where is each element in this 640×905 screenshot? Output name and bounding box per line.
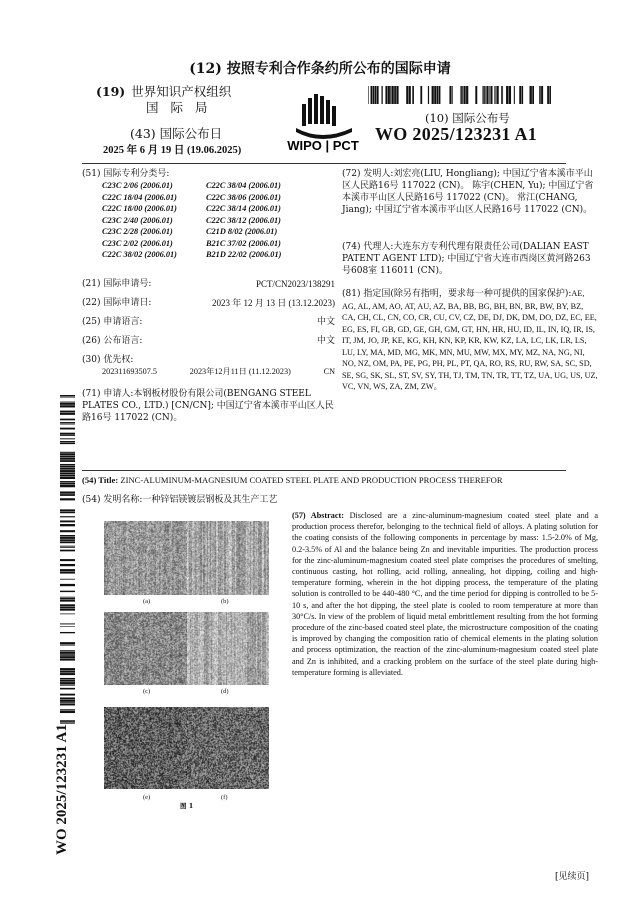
barcode-top xyxy=(368,86,554,104)
micrograph-e xyxy=(104,707,187,789)
ipc-label: (51) 国际专利分类号: xyxy=(82,169,170,179)
priority-number: 202311693507.5 xyxy=(102,367,157,376)
divider xyxy=(82,470,566,471)
abstract-text: Disclosed are a zinc-aluminum-magnesium coated steel plate and a production process therefor, belonging to the technical field of alloys. A plating solution for the coating consists of the following components in percentage by mass: 1.5-2.0% of Mg, 0.2-3.5% of Al and the balance being Zn and inevitable impurities. The production process for the zinc-aluminum-magnesium coated steel plate comprises the procedures of smelting, continuous casting, hot rolling, acid rolling, annealing, hot dipping, coiling and high-temperature forming, wherein in the hot dipping process, the temperature of the plating solution is controlled to be 440-480 °C, and the time period for dipping is controlled to be 5-10 s, and after the hot dipping, the steel plate is cooled to room temperature at more than 30°C/s. In view of the problem of liquid metal embrittlement resulting from the hot forming procedure of the zinc-based coated steel plate, the microstructure composition of the coating is improved by changing the composition ratio of chemical elements in the plating solution and process optimization, the reaction of the zinc-aluminum-magnesium coated steel plate and Zn is inhibited, and a cracking problem on the surface of the steel plate during high-temperature forming is alleviated. xyxy=(292,511,598,677)
divider xyxy=(82,163,566,164)
states-list: AE, AG, AL, AM, AO, AT, AU, AZ, BA, BB, BG, BH, BN, BR, BW, BY, BZ, CA, CH, CL, CN, CO, CR, CU, CV, CZ, DE, DJ, DK, DM, DO, DZ, EC, EE, EG, ES, FI, GB, GD, GE, GH, GM, GT, HN, HR, HU, ID, IL, IN, IQ, IR, IS, IT, JM, JO, JP, KE, KG, KH, KN, KP, KR, KW, KZ, LA, LC, LK, LR, LS, LU, LY, MA, MD, MG, MK, MN, MU, MW, MX, MY, MZ, NA, NG, NI, NO, NZ, OM, PA, PE, PG, PH, PL, PT, QA, RO, RS, RU, RW, SA, SC, SD, SE, SG, SK, SL, ST, SV, SY, TH, TJ, TM, TN, TR, TT, TZ, UA, UG, US, UZ, VC, VN, WS, ZA, ZM, ZW。 xyxy=(342,289,598,391)
office-code: (19) xyxy=(96,84,126,99)
micrograph-c xyxy=(104,612,187,685)
ipc-codes xyxy=(102,180,335,261)
application-number-row xyxy=(82,278,335,290)
filing-label: (22) 国际申请日: xyxy=(82,298,152,308)
wipo-logo xyxy=(278,88,368,158)
agent-text: 大连东方专利代理有限责任公司(DALIAN EAST PATENT AGENT LTD); 中国辽宁省大连市西岗区黄河路263号608室 116011 (CN)。 xyxy=(342,242,591,276)
designated-states-section xyxy=(342,288,598,393)
ipc-code: C23C 2/06 (2006.01) xyxy=(102,181,173,190)
ipc-code: C22C 38/02 (2006.01) xyxy=(102,250,177,259)
barcode-side xyxy=(60,395,75,725)
side-publication-number: WO 2025/123231 A1 xyxy=(54,724,70,855)
ipc-code: C23C 2/02 (2006.01) xyxy=(102,238,173,248)
ipc-code: C22C 18/04 (2006.01) xyxy=(102,192,177,202)
inventors-label: (72) 发明人: xyxy=(342,169,394,179)
ipc-code: C22C 38/06 (2006.01) xyxy=(206,192,281,202)
micrograph-f xyxy=(187,707,269,789)
caption-a: (a) xyxy=(143,598,151,605)
ipc-code: C22C 38/04 (2006.01) xyxy=(206,181,281,190)
filing-date-row xyxy=(82,297,335,309)
caption-d: (d) xyxy=(221,688,229,695)
title-english xyxy=(82,475,582,485)
publication-number: WO 2025/123231 A1 xyxy=(375,124,538,144)
title-zh-text: 一种锌铝镁镀层钢板及其生产工艺 xyxy=(142,495,278,505)
applicant-section xyxy=(82,388,335,424)
title-chinese xyxy=(82,492,482,505)
inventors-section xyxy=(342,168,598,216)
priority-date: 2023年12月11日 (11.12.2023) xyxy=(189,367,291,376)
micrograph-d xyxy=(187,612,269,685)
pubno-label: (10) 国际公布号 xyxy=(425,111,510,125)
caption-c: (c) xyxy=(143,688,151,695)
ipc-code: C22C 18/00 (2006.01) xyxy=(102,204,177,213)
figure-label: 图 1 xyxy=(180,802,194,810)
office-name: 世界知识产权组织 xyxy=(131,84,232,99)
inventors-text: 刘宏亮(LIU, Hongliang); 中国辽宁省本溪市平山区人民路16号 117022 (CN)。 陈宇(CHEN, Yu); 中国辽宁省本溪市平山区人民路16号 117022 (CN)。 常江(CHANG, Jiang); 中国辽宁省本溪市平山区人民路16号 117022 (CN)。 xyxy=(342,169,594,215)
abstract-label: (57) Abstract: xyxy=(292,511,344,520)
lang-pub: 中文 xyxy=(316,336,335,346)
office-bureau: 国 际 局 xyxy=(146,100,212,115)
wipo-logo-text: WIPO | PCT xyxy=(287,138,359,153)
continued-note: [见续页] xyxy=(555,872,590,882)
title-en-text: ZINC-ALUMINUM-MAGNESIUM COATED STEEL PLATE AND PRODUCTION PROCESS THEREFOR xyxy=(120,475,503,485)
applicant-text: 本钢板材股份有限公司(BENGANG STEEL PLATES CO., LTD.) [CN/CN]; 中国辽宁省本溪市平山区人民路16号 117022 (CN)。 xyxy=(82,389,334,423)
pubdate-label: (43) 国际公布日 xyxy=(130,126,223,141)
caption-e: (e) xyxy=(143,794,151,801)
ipc-code: B21D 22/02 (2006.01) xyxy=(206,250,282,259)
priority-country: CN xyxy=(323,367,335,376)
title-zh-label: (54) 发明名称: xyxy=(82,495,143,505)
micrograph-b xyxy=(187,521,269,595)
ipc-section xyxy=(82,168,335,261)
priority-section xyxy=(82,354,335,378)
lang-filing-label: (25) 申请语言: xyxy=(82,317,143,327)
agent-section xyxy=(342,241,598,277)
document-type-heading: (12) 按照专利合作条约所公布的国际申请 xyxy=(189,61,451,77)
publication-language-row xyxy=(82,335,335,347)
pubdate: 2025 年 6 月 19 日 (19.06.2025) xyxy=(103,145,242,156)
title-en-label: (54) Title: xyxy=(82,475,119,485)
micrograph-a xyxy=(104,521,187,595)
ipc-code: B21C 37/02 (2006.01) xyxy=(206,238,281,248)
ipc-code: C23C 2/28 (2006.01) xyxy=(102,227,173,236)
priority-label: (30) 优先权: xyxy=(82,355,134,365)
lang-filing: 中文 xyxy=(316,317,335,327)
ipc-code: C22C 38/14 (2006.01) xyxy=(206,204,281,213)
caption-f: (f) xyxy=(221,794,228,801)
appno: PCT/CN2023/138291 xyxy=(255,279,335,289)
states-label: (81) 指定国(除另有指明，要求每一种可提供的国家保护): xyxy=(342,289,572,299)
abstract xyxy=(292,510,598,678)
caption-b: (b) xyxy=(221,598,229,605)
applicant-label: (71) 申请人: xyxy=(82,389,134,399)
filing-date: 2023 年 12 月 13 日 (13.12.2023) xyxy=(212,298,335,308)
lang-pub-label: (26) 公布语言: xyxy=(82,336,143,346)
agent-label: (74) 代理人: xyxy=(342,242,394,252)
filing-language-row xyxy=(82,316,335,328)
appno-label: (21) 国际申请号: xyxy=(82,279,152,289)
ipc-code: C23C 2/40 (2006.01) xyxy=(102,215,173,225)
office-block xyxy=(96,84,266,116)
ipc-code: C21D 8/02 (2006.01) xyxy=(206,227,278,236)
ipc-code: C22C 38/12 (2006.01) xyxy=(206,215,281,225)
